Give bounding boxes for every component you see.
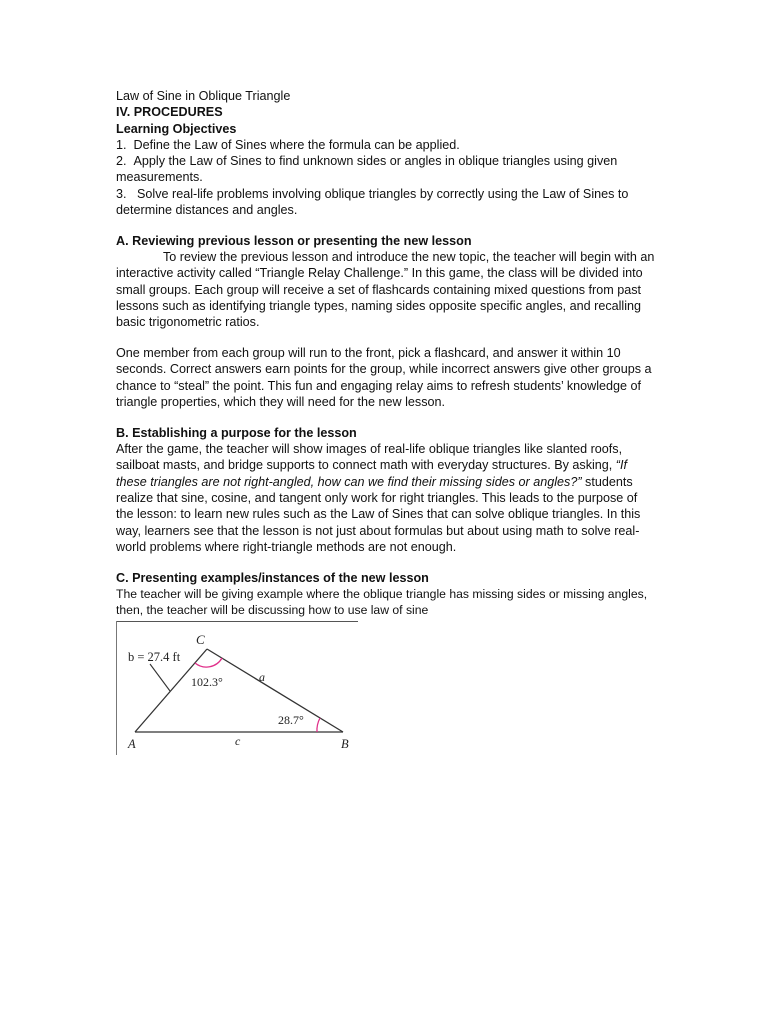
objective-item-1 — [116, 137, 656, 153]
section-b-text-end: students realize that sine, cosine, and tangent only work for right triangles. This leads to the purpose of the lesson: to learn new rules such as the Law of Sines that can solve oblique triangles. In this way, learners see that the lesson is not just about formulas but about using math to solve real-world problems where right-triangle methods are not enough. — [116, 474, 641, 554]
angle-b-label: 28.7° — [278, 712, 304, 727]
objective-item-2 — [116, 153, 656, 186]
objectives-heading: Learning Objectives — [116, 121, 237, 136]
section-a-heading: A. Reviewing previous lesson or presenting the new lesson — [116, 233, 472, 248]
vertex-a-label: A — [128, 736, 136, 751]
angle-c-label: 102.3° — [191, 674, 223, 689]
objective-text: Solve real-life problems involving oblique triangles by correctly using the Law of Sines to determine distances and angles. — [116, 186, 629, 218]
angle-b-arc — [317, 718, 320, 732]
triangle-diagram — [116, 621, 358, 755]
document-page — [116, 88, 656, 755]
side-b-label: b = 27.4 ft — [128, 649, 181, 664]
objective-number: 2. — [116, 154, 127, 169]
objective-number: 1. — [116, 137, 127, 152]
side-a-line — [207, 649, 343, 732]
side-b-pointer — [150, 664, 170, 691]
section-a-paragraph-1: To review the previous lesson and introduce the new topic, the teacher will begin with an interactive activity called “Triangle Relay Challenge.” In this game, the class will be divided into small groups. Each group will receive a set of flashcards containing mixed questions from past lessons such as identifying triangle types, naming sides opposite specific angles, and recalling basic trigonometric ratios. — [116, 250, 655, 330]
objective-text: Define the Law of Sines where the formula can be applied. — [133, 137, 460, 152]
vertex-b-label: B — [341, 736, 349, 751]
objective-item-3 — [116, 186, 656, 219]
objective-number: 3. — [116, 186, 127, 201]
section-b-italic-question: “If these triangles are not right-angled, how can we find their missing sides or angles?” — [116, 458, 627, 489]
section-b-text-start: After the game, the teacher will show images of real-life oblique triangles like slanted roofs, sailboat masts, and bridge supports to connect math with everyday structures. By asking, — [116, 442, 623, 473]
side-c-label: c — [235, 733, 241, 748]
section-b-paragraph — [116, 441, 656, 555]
section-b-heading: B. Establishing a purpose for the lesson — [116, 425, 357, 440]
angle-c-arc — [195, 658, 222, 667]
section-heading-procedures: IV. PROCEDURES — [116, 105, 223, 120]
document-title: Law of Sine in Oblique Triangle — [116, 89, 291, 103]
triangle-figure — [116, 621, 358, 755]
side-a-label: a — [259, 669, 265, 684]
section-a-paragraph-2: One member from each group will run to the front, pick a flashcard, and answer it within 10 seconds. Correct answers earn points for the group, while incorrect answers give other groups a chance to “steal” the point. This fun and engaging relay aims to refresh students’ knowledge of triangle properties, which they will need for the new lesson. — [116, 346, 652, 410]
section-c-paragraph: The teacher will be giving example where the oblique triangle has missing sides or missing angles, then, the teacher will be discussing how to use law of sine — [116, 587, 648, 618]
section-c-heading: C. Presenting examples/instances of the new lesson — [116, 570, 429, 585]
objective-text: Apply the Law of Sines to find unknown sides or angles in oblique triangles using given measurements. — [116, 154, 618, 185]
vertex-c-label: C — [196, 631, 205, 647]
